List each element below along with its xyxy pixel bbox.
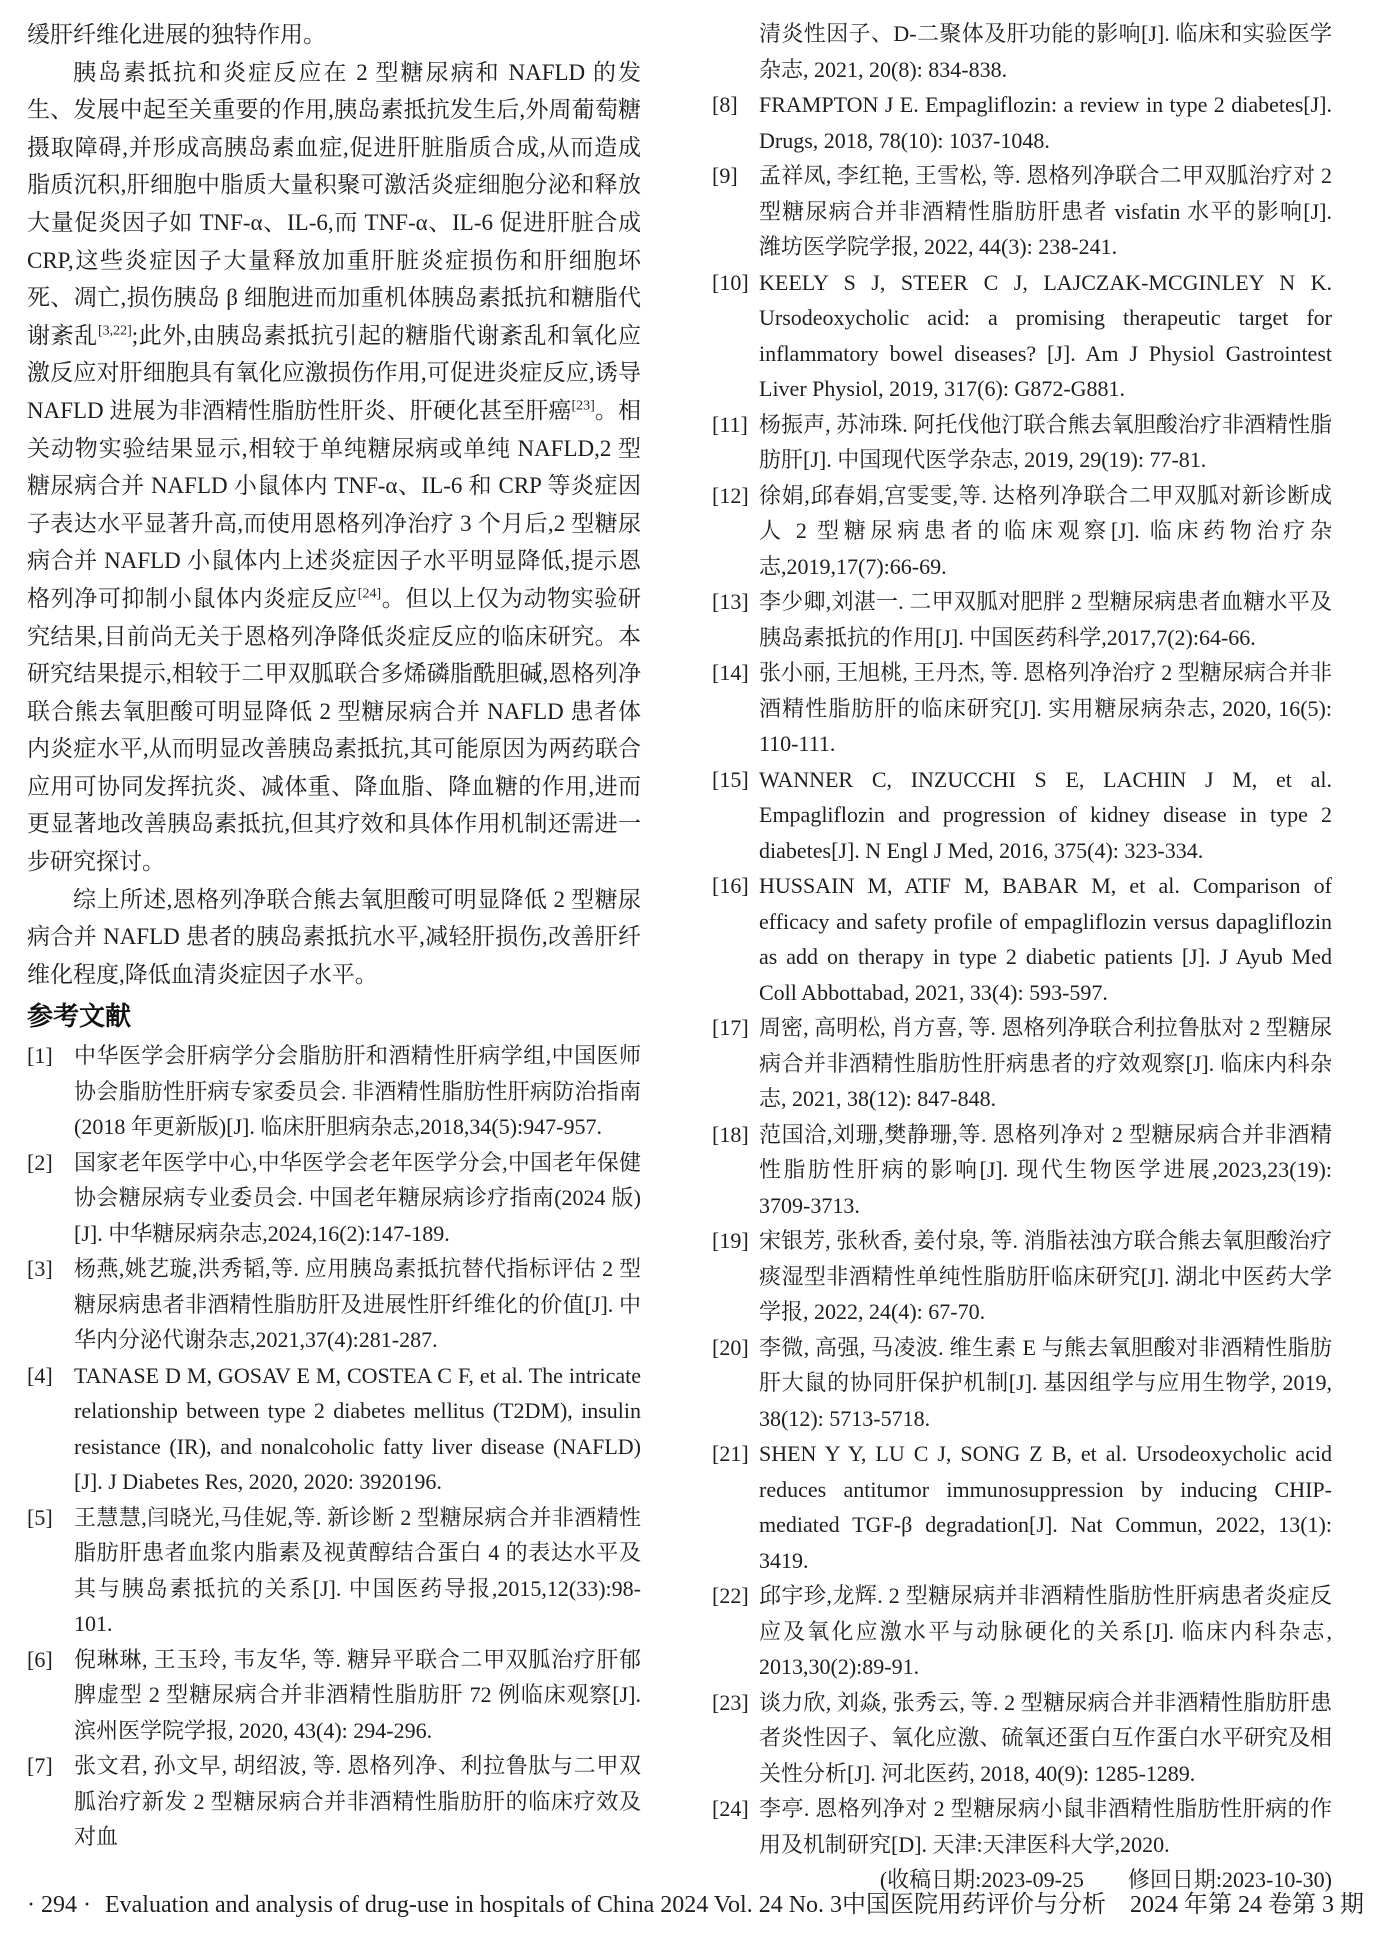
reference-item xyxy=(712,1685,1332,1792)
reference-number: [4] xyxy=(27,1362,53,1388)
reference-item xyxy=(27,1038,641,1145)
reference-text: 杨振声, 苏沛珠. 阿托伐他汀联合熊去氧胆酸治疗非酒精性脂肪肝[J]. 中国现代医学杂志, 2019, 29(19): 77-81. xyxy=(759,411,1332,472)
reference-text: TANASE D M, GOSAV E M, COSTEA C F, et al. The intricate relationship between type 2 diabetes mellitus (T2DM), insulin resistance (IR), and nonalcoholic fatty liver disease (NAFLD)[J]. J Diabetes Res, 2020, 2020: 3920196. xyxy=(74,1362,641,1495)
reference-item xyxy=(712,407,1332,478)
reference-item xyxy=(712,868,1332,1010)
reference-number: [8] xyxy=(712,92,738,117)
right-column xyxy=(712,16,1332,1898)
reference-text: 李微, 高强, 马凌波. 维生素 E 与熊去氧胆酸对非酒精性脂肪肝大鼠的协同肝保护机制[J]. 基因组学与应用生物学, 2019, 38(12): 5713-5718. xyxy=(759,1334,1332,1431)
reference-number: [12] xyxy=(712,482,749,508)
reference-text: 周密, 高明松, 肖方喜, 等. 恩格列净联合利拉鲁肽对 2 型糖尿病合并非酒精性脂肪性肝病患者的疗效观察[J]. 临床内科杂志, 2021, 38(12): 847-848. xyxy=(759,1015,1332,1111)
reference-number: [21] xyxy=(712,1441,749,1466)
reference-item xyxy=(712,655,1332,762)
reference-item xyxy=(712,158,1332,265)
text-run: 胰岛素抵抗和炎症反应在 2 型糖尿病和 NAFLD 的发生、发展中起至关重要的作用,胰岛素抵抗发生后,外周葡萄糖摄取障碍,并形成高胰岛素血症,促进肝脏脂质合成,从而造成脂质沉积,肝细胞中脂质大量积聚可激活炎症细胞分泌和释放大量促炎因子如 TNF-α、IL-6,而 TNF-α、IL-6 促进肝脏合成 CRP,这些炎症因子大量释放加重肝脏炎症损伤和肝细胞坏死、凋亡,损伤胰岛 β 细胞进而加重机体胰岛素抵抗和糖脂代谢紊乱 xyxy=(27,59,641,348)
reference-text: KEELY S J, STEER C J, LAJCZAK-MCGINLEY N K. Ursodeoxycholic acid: a promising therapeutic target for inflammatory bowel diseases? [J]. Am J Physiol Gastrointest Liver Physiol, 2019, 317(6): G872-G881. xyxy=(759,269,1332,401)
reference-item xyxy=(712,1436,1332,1578)
reference-item xyxy=(27,1748,641,1855)
reference-text: 张小丽, 王旭桃, 王丹杰, 等. 恩格列净治疗 2 型糖尿病合并非酒精性脂肪肝的临床研究[J]. 实用糖尿病杂志, 2020, 16(5): 110-111. xyxy=(759,660,1332,756)
page-footer xyxy=(27,1890,1365,1920)
footer-journal-en: Evaluation and analysis of drug-use in hospitals of China 2024 Vol. 24 No. 3 xyxy=(104,1892,843,1918)
reference-number: [5] xyxy=(27,1504,53,1530)
paragraph-conclusion xyxy=(27,881,641,994)
reference-number: [16] xyxy=(712,873,749,898)
received-revised-dates: (收稿日期:2023-09-25 修回日期:2023-10-30) xyxy=(879,1867,1332,1892)
reference-number: [20] xyxy=(712,1334,749,1360)
reference-number: [3] xyxy=(27,1256,53,1282)
references-heading: 参考文献 xyxy=(27,1001,132,1032)
reference-item xyxy=(712,584,1332,655)
reference-number: [15] xyxy=(712,766,749,792)
reference-text: 徐娟,邱春娟,宫雯雯,等. 达格列净联合二甲双胍对新诊断成人 2 型糖尿病患者的临床观察[J]. 临床药物治疗杂志,2019,17(7):66-69. xyxy=(759,482,1332,579)
reference-number: [13] xyxy=(712,589,749,614)
text-run: 。相关动物实验结果显示,相较于单纯糖尿病或单纯 NAFLD,2 型糖尿病合并 NAFLD 小鼠体内 TNF-α、IL-6 和 CRP 等炎症因子表达水平显著升高,而使用恩格列净治疗 3 个月后,2 型糖尿病合并 NAFLD 小鼠体内上述炎症因子水平明显降低,提示恩格列净可抑制小鼠体内炎症反应 xyxy=(27,397,642,611)
reference-item xyxy=(27,1642,641,1749)
reference-number: [23] xyxy=(712,1689,749,1715)
reference-text: 清炎性因子、D-二聚体及肝功能的影响[J]. 临床和实验医学杂志, 2021, 20(8): 834-838. xyxy=(759,21,1332,82)
reference-text: HUSSAIN M, ATIF M, BABAR M, et al. Comparison of efficacy and safety profile of empagliflozin versus dapagliflozin as add on therapy in type 2 diabetic patients [J]. J Ayub Med Coll Abbottabad, 2021, 33(4): 593-597. xyxy=(759,873,1332,1005)
reference-number: [17] xyxy=(712,1015,749,1040)
reference-item xyxy=(27,1251,641,1358)
reference-continuation xyxy=(712,16,1332,87)
reference-text: WANNER C, INZUCCHI S E, LACHIN J M, et al. Empagliflozin and progression of kidney disease in type 2 diabetes[J]. N Engl J Med, 2016, 375(4): 323-334. xyxy=(759,766,1332,863)
reference-text: 倪琳琳, 王玉玲, 韦友华, 等. 糖异平联合二甲双胍治疗肝郁脾虚型 2 型糖尿病合并非酒精性脂肪肝 72 例临床观察[J]. 滨州医学院学报, 2020, 43(4): 294-296. xyxy=(74,1646,641,1743)
reference-text: 谈力欣, 刘焱, 张秀云, 等. 2 型糖尿病合并非酒精性脂肪肝患者炎性因子、氧化应激、硫氧还蛋白互作蛋白水平研究及相关性分析[J]. 河北医药, 2018, 40(9): 1285-1289. xyxy=(759,1689,1332,1786)
reference-text: SHEN Y Y, LU C J, SONG Z B, et al. Ursodeoxycholic acid reduces antitumor immunosuppression by inducing CHIP-mediated TGF-β degradation[J]. Nat Commun, 2022, 13(1): 3419. xyxy=(759,1441,1332,1573)
text-run: ;此外,由胰岛素抵抗引起的糖脂代谢紊乱和氧化应激反应对肝细胞具有氧化应激损伤作用,可促进炎症反应,诱导 NAFLD 进展为非酒精性脂肪性肝炎、肝硬化甚至肝癌 xyxy=(27,322,642,423)
reference-text: FRAMPTON J E. Empagliflozin: a review in type 2 diabetes[J]. Drugs, 2018, 78(10): 1037-1048. xyxy=(759,92,1332,153)
reference-number: [10] xyxy=(712,269,749,295)
reference-item xyxy=(27,1500,641,1642)
reference-text: 中华医学会肝病学分会脂肪肝和酒精性肝病学组,中国医师协会脂肪性肝病专家委员会. 非酒精性脂肪性肝病防治指南(2018 年更新版)[J]. 临床肝胆病杂志,2018,34(5):947-957. xyxy=(74,1043,641,1140)
reference-item xyxy=(712,1791,1332,1862)
text-run: 综上所述,恩格列净联合熊去氧胆酸可明显降低 2 型糖尿病合并 NAFLD 患者的胰岛素抵抗水平,减轻肝损伤,改善肝纤维化程度,降低血清炎症因子水平。 xyxy=(27,886,641,987)
reference-number: [2] xyxy=(27,1149,53,1175)
reference-text: 国家老年医学中心,中华医学会老年医学分会,中国老年保健协会糖尿病专业委员会. 中国老年糖尿病诊疗指南(2024 版)[J]. 中华糖尿病杂志,2024,16(2):147-189. xyxy=(74,1149,641,1246)
reference-item xyxy=(712,762,1332,869)
reference-item xyxy=(712,1010,1332,1117)
reference-number: [11] xyxy=(712,411,748,437)
paragraph-discussion xyxy=(27,54,641,881)
reference-item xyxy=(712,1223,1332,1330)
reference-number: [24] xyxy=(712,1796,749,1821)
reference-number: [19] xyxy=(712,1228,749,1253)
reference-text: 宋银芳, 张秋香, 姜付泉, 等. 消脂祛浊方联合熊去氧胆酸治疗痰湿型非酒精性单纯性脂肪肝临床研究[J]. 湖北中医药大学学报, 2022, 24(4): 67-70. xyxy=(759,1228,1332,1324)
footer-page-number: · 294 · xyxy=(27,1892,91,1918)
reference-number: [22] xyxy=(712,1583,749,1608)
reference-text: 邱宇珍,龙辉. 2 型糖尿病并非酒精性脂肪性肝病患者炎症反应及氧化应激水平与动脉硬化的关系[J]. 临床内科杂志, 2013,30(2):89-91. xyxy=(759,1583,1332,1679)
reference-text: 李亭. 恩格列净对 2 型糖尿病小鼠非酒精性脂肪性肝病的作用及机制研究[D]. 天津:天津医科大学,2020. xyxy=(759,1796,1332,1857)
reference-item xyxy=(712,1578,1332,1685)
reference-number: [7] xyxy=(27,1753,53,1779)
reference-text: 李少卿,刘湛一. 二甲双胍对肥胖 2 型糖尿病患者血糖水平及胰岛素抵抗的作用[J]. 中国医药科学,2017,7(2):64-66. xyxy=(759,589,1332,650)
reference-item xyxy=(712,265,1332,407)
reference-text: 孟祥凤, 李红艳, 王雪松, 等. 恩格列净联合二甲双胍治疗对 2 型糖尿病合并非酒精性脂肪肝患者 visfatin 水平的影响[J]. 潍坊医学院学报, 2022, 44(3): 238-241. xyxy=(759,163,1332,259)
citation-superscript: [3,22] xyxy=(97,323,132,339)
left-column xyxy=(27,16,641,1855)
citation-superscript: [24] xyxy=(357,586,382,602)
reference-item xyxy=(27,1145,641,1252)
reference-text: 杨燕,姚艺璇,洪秀韬,等. 应用胰岛素抵抗替代指标评估 2 型糖尿病患者非酒精性脂肪肝及进展性肝纤维化的价值[J]. 中华内分泌代谢杂志,2021,37(4):281-287. xyxy=(74,1256,641,1353)
reference-number: [6] xyxy=(27,1646,53,1672)
reference-item xyxy=(27,1358,641,1500)
reference-item xyxy=(712,478,1332,585)
reference-item xyxy=(712,1117,1332,1224)
reference-text: 范国洽,刘珊,樊静珊,等. 恩格列净对 2 型糖尿病合并非酒精性脂肪性肝病的影响[J]. 现代生物医学进展,2023,23(19): 3709-3713. xyxy=(759,1121,1332,1218)
footer-left xyxy=(27,1890,842,1920)
reference-number: [9] xyxy=(712,163,738,188)
reference-number: [18] xyxy=(712,1121,749,1147)
reference-number: [1] xyxy=(27,1043,53,1069)
reference-number: [14] xyxy=(712,660,749,685)
text-run: 。但以上仅为动物实验研究结果,目前尚无关于恩格列净降低炎症反应的临床研究。本研究结果提示,相较于二甲双胍联合多烯磷脂酰胆碱,恩格列净联合熊去氧胆酸可明显降低 2 型糖尿病合并 NAFLD 患者体内炎症水平,从而明显改善胰岛素抵抗,其可能原因为两药联合应用可协同发挥抗炎、减体重、降血脂、降血糖的作用,进而更显著地改善胰岛素抵抗,但其疗效和具体作用机制还需进一步研究探讨。 xyxy=(27,585,642,875)
reference-item xyxy=(712,1330,1332,1437)
footer-journal-zh: 中国医院用药评价与分析 2024 年第 24 卷第 3 期 xyxy=(842,1892,1365,1918)
reference-text: 张文君, 孙文早, 胡绍波, 等. 恩格列净、利拉鲁肽与二甲双胍治疗新发 2 型糖尿病合并非酒精性脂肪肝的临床疗效及对血 xyxy=(74,1753,641,1850)
reference-text: 王慧慧,闫晓光,马佳妮,等. 新诊断 2 型糖尿病合并非酒精性脂肪肝患者血浆内脂素及视黄醇结合蛋白 4 的表达水平及其与胰岛素抵抗的关系[J]. 中国医药导报,2015,12(33):98-101. xyxy=(74,1504,641,1637)
citation-superscript: [23] xyxy=(571,398,595,414)
paragraph-continuation xyxy=(27,16,641,54)
text-run: 缓肝纤维化进展的独特作用。 xyxy=(27,22,326,47)
reference-item xyxy=(712,87,1332,158)
